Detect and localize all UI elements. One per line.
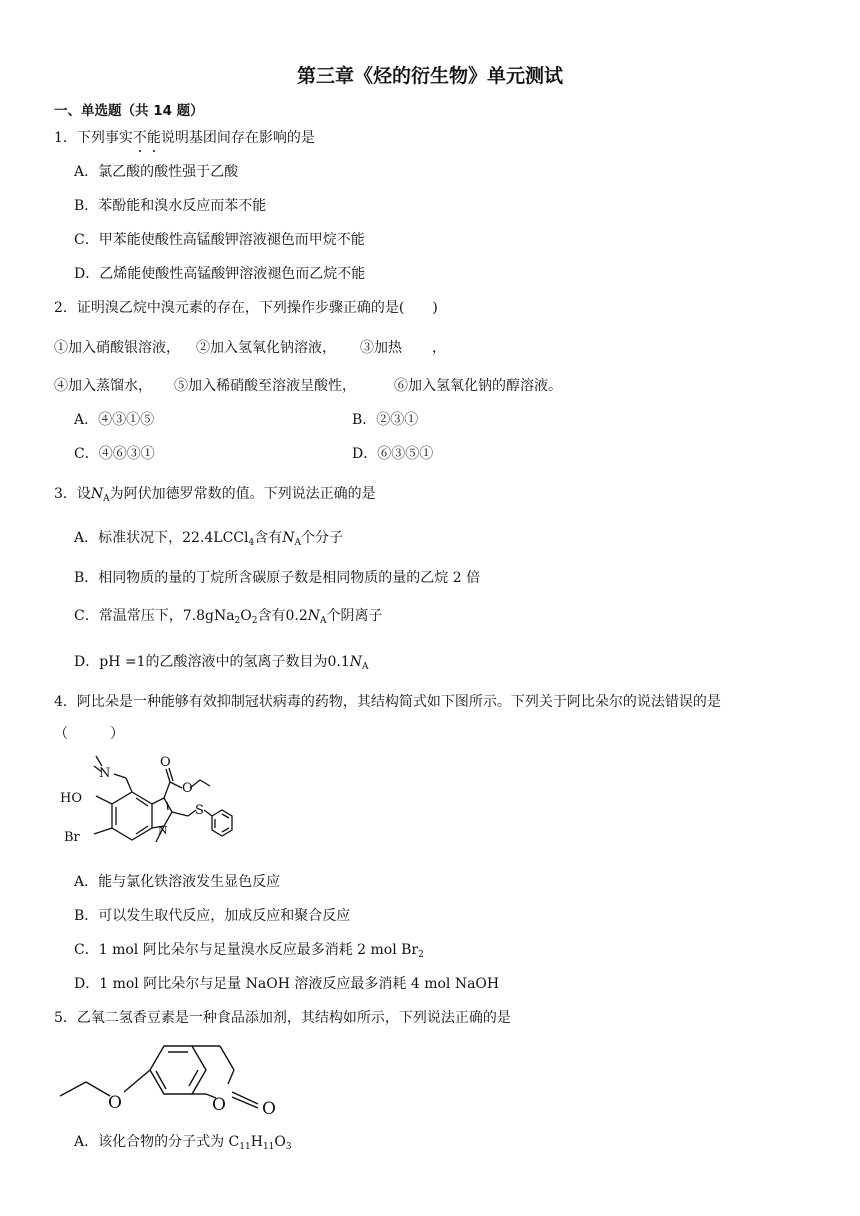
question-1-option-a: A．氯乙酸的酸性强于乙酸 bbox=[74, 164, 239, 180]
question-2-option-b: B．②③① bbox=[352, 412, 419, 428]
ethoxy-dihydrocoumarin-structure-diagram bbox=[52, 1034, 292, 1120]
ring-o-label: O bbox=[212, 1095, 226, 1115]
sulfur-label: S bbox=[195, 803, 204, 818]
question-1-option-d: D．乙烯能使酸性高锰酸钾溶液褪色而乙烷不能 bbox=[74, 266, 366, 282]
section-heading: 一、单选题（共 14 题） bbox=[54, 103, 204, 119]
page-title: 第三章《烃的衍生物》单元测试 bbox=[296, 65, 563, 87]
indole-n-label: N bbox=[158, 824, 168, 837]
question-2-step-3: ③加热 bbox=[360, 340, 402, 356]
bromo-label: Br bbox=[64, 830, 80, 845]
question-4-stem: 4．阿比朵是一种能够有效抑制冠状病毒的药物，其结构简式如下图所示。下列关于阿比朵尔的说法错误的是 bbox=[54, 694, 721, 710]
question-2-step-6: ⑥加入氢氧化钠的醇溶液。 bbox=[394, 378, 562, 394]
emphasis-neng: 能 bbox=[147, 130, 161, 146]
question-2-option-c: C．④⑥③① bbox=[74, 446, 155, 462]
question-1-option-b: B．苯酚能和溴水反应而苯不能 bbox=[74, 198, 267, 214]
question-2-step-3-comma: ， bbox=[432, 340, 446, 356]
question-1-stem: 1．下列事实不 能 说明基团间存在影响的是 bbox=[54, 128, 315, 148]
question-2-option-a: A．④③①⑤ bbox=[74, 412, 155, 428]
question-1-option-c: C．甲苯能使酸性高锰酸钾溶液褪色而甲烷不能 bbox=[74, 232, 365, 248]
question-2-step-5: ⑤加入稀硝酸至溶液呈酸性， bbox=[174, 378, 356, 394]
question-4-option-b: B．可以发生取代反应，加成反应和聚合反应 bbox=[74, 908, 351, 924]
question-3-option-d: D．pH =1的乙酸溶液中的氢离子数目为$0.1N_A$ bbox=[74, 654, 369, 672]
ether-o-label: O bbox=[108, 1093, 122, 1113]
question-4-option-d: D．1 mol 阿比朵尔与足量 NaOH 溶液反应最多消耗 4 mol NaOH bbox=[74, 976, 500, 992]
emphasis-bu: 不 bbox=[133, 130, 147, 146]
question-4-paren: （ ） bbox=[54, 726, 124, 742]
hydroxyl-label: HO bbox=[60, 791, 82, 806]
amine-n-label: N bbox=[99, 766, 111, 781]
question-4-option-c: C．1 mol 阿比朵尔与足量溴水反应最多消耗 2 mol $Br_2$ bbox=[74, 942, 424, 960]
carbonyl-o-label: O bbox=[262, 1099, 276, 1119]
question-2-step-2: ②加入氢氧化钠溶液， bbox=[196, 340, 336, 356]
question-5-option-a: A．该化合物的分子式为 $C_{11}H_{11}O_3$ bbox=[74, 1134, 292, 1152]
question-5-stem: 5．乙氧二氢香豆素是一种食品添加剂，其结构如所示，下列说法正确的是 bbox=[54, 1010, 511, 1026]
question-2-step-4: ④加入蒸馏水， bbox=[54, 378, 152, 394]
question-4-option-a: A．能与氯化铁溶液发生显色反应 bbox=[74, 874, 281, 890]
question-2-option-d: D．⑥③⑤① bbox=[352, 446, 434, 462]
question-3-option-b: B．相同物质的量的丁烷所含碳原子数是相同物质的量的乙烷 2 倍 bbox=[74, 570, 481, 586]
arbidol-structure-diagram bbox=[50, 752, 250, 864]
question-3-option-a: A．标准状况下，22.4LCCl$_4$含有$N_A$个分子 bbox=[74, 530, 343, 548]
question-3-stem: 3．设$N_A$为阿伏加德罗常数的值。下列说法正确的是 bbox=[54, 486, 376, 504]
ester-o-label: O bbox=[182, 781, 193, 796]
question-2-step-1: ①加入硝酸银溶液， bbox=[54, 340, 180, 356]
carbonyl-o-label: O bbox=[160, 755, 171, 770]
question-2-stem: 2．证明溴乙烷中溴元素的存在，下列操作步骤正确的是( ) bbox=[54, 300, 438, 316]
question-3-option-c: C．常温常压下，$7.8gNa_2O_2$含有$0.2N_A$个阴离子 bbox=[74, 608, 383, 626]
